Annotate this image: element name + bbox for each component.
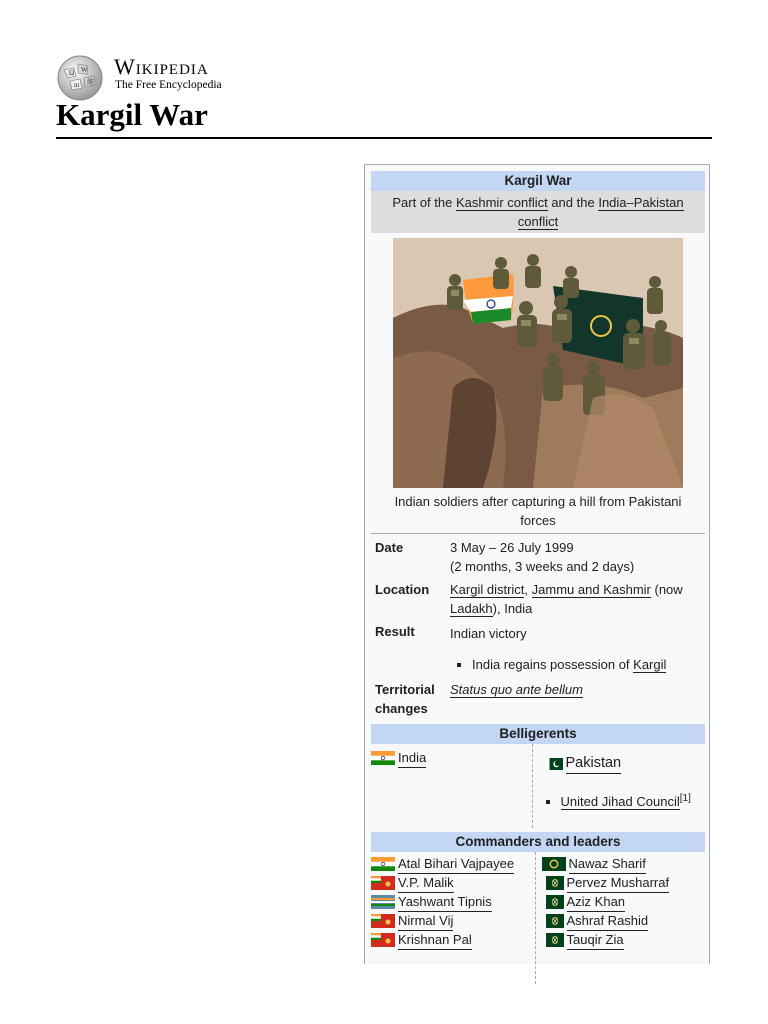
commander-row [542, 892, 706, 911]
belligerents-section [371, 744, 705, 828]
infobox [364, 164, 710, 964]
result-row [371, 622, 705, 674]
belligerents-header: Belligerents [371, 724, 705, 744]
commander-link[interactable]: Nirmal Vij [398, 911, 453, 931]
belligerent-left [371, 744, 533, 828]
location-row [371, 580, 705, 618]
commander-link[interactable]: Atal Bihari Vajpayee [398, 854, 514, 874]
jammu-kashmir-link[interactable]: Jammu and Kashmir [531, 582, 651, 597]
india-link[interactable]: India [398, 748, 426, 768]
svg-text:ш: ш [74, 81, 80, 89]
belligerent-right-list [545, 789, 706, 811]
svg-text:W: W [81, 66, 88, 74]
india-flag-icon [371, 751, 395, 765]
list-item [561, 789, 706, 811]
united-jihad-council-link[interactable]: United Jihad Council [560, 794, 680, 810]
commander-row [542, 873, 706, 892]
commander-row [542, 930, 706, 949]
subtitle-middle: and the [547, 195, 599, 210]
wordmark-text: Wikipedia [114, 54, 209, 79]
commander-link[interactable]: Yashwant Tipnis [398, 892, 492, 912]
commander-row [371, 930, 535, 949]
commander-row [371, 873, 535, 892]
commander-row [371, 911, 535, 930]
svg-text:Ω: Ω [69, 69, 75, 77]
kargil-district-link[interactable]: Kargil district [450, 582, 525, 597]
territorial-value [450, 680, 705, 718]
indian-army-flag-icon [371, 933, 395, 947]
kargil-link[interactable]: Kargil [633, 657, 667, 672]
date-range: 3 May – 26 July 1999 [450, 540, 574, 555]
infobox-photo[interactable] [393, 238, 683, 488]
result-bullet-text: India regains possession of [472, 657, 634, 672]
result-value [450, 622, 705, 674]
commander-row [542, 854, 706, 873]
commander-link[interactable]: Nawaz Sharif [569, 854, 646, 874]
commander-link[interactable]: Pervez Musharraf [567, 873, 670, 893]
commander-link[interactable]: Tauqir Zia [567, 930, 624, 950]
result-text: Indian victory [450, 626, 527, 641]
indian-air-force-flag-icon [371, 895, 395, 909]
date-label: Date [375, 540, 404, 555]
title-divider [56, 137, 712, 139]
location-end: ), India [492, 601, 533, 616]
infobox-title: Kargil War [371, 171, 705, 191]
commander-row [371, 854, 535, 873]
commanders-header: Commanders and leaders [371, 832, 705, 852]
result-label: Result [375, 624, 415, 639]
svg-text:維: 維 [87, 78, 94, 86]
subtitle-prefix: Part of the [392, 195, 456, 210]
date-row [371, 538, 705, 576]
indian-army-flag-icon [371, 914, 395, 928]
photo-caption: Indian soldiers after capturing a hill from Pakistani forces [371, 488, 705, 534]
result-list [450, 655, 705, 674]
commander-link[interactable]: Krishnan Pal [398, 930, 472, 950]
wikipedia-globe-icon[interactable] [56, 54, 104, 102]
infobox-subtitle [371, 191, 705, 233]
ladakh-link[interactable]: Ladakh [450, 601, 493, 616]
belligerent-india [371, 748, 532, 767]
pakistan-army-flag-icon [546, 914, 564, 928]
pakistan-army-flag-icon [546, 933, 564, 947]
location-label: Location [375, 582, 430, 597]
location-mid: (now [650, 582, 683, 597]
pakistan-flag-icon [545, 758, 563, 770]
belligerent-pakistan [545, 754, 706, 773]
date-value [450, 538, 705, 576]
wikipedia-wordmark[interactable] [114, 56, 222, 92]
commander-row [371, 892, 535, 911]
reference-link[interactable]: [1] [679, 793, 691, 804]
page-title: Kargil War [56, 97, 208, 132]
commanders-section [371, 852, 705, 984]
commander-link[interactable]: Aziz Khan [567, 892, 626, 912]
pakistan-army-flag-icon [546, 895, 564, 909]
date-duration: (2 months, 3 weeks and 2 days) [450, 559, 635, 574]
indian-army-flag-icon [371, 876, 395, 890]
kashmir-conflict-link[interactable]: Kashmir conflict [455, 195, 548, 210]
commander-link[interactable]: V.P. Malik [398, 873, 454, 893]
location-value [450, 580, 705, 618]
india-flag-icon [371, 857, 395, 871]
belligerent-right [533, 744, 706, 828]
location-sep: , [524, 582, 532, 597]
commanders-right [536, 852, 706, 984]
territorial-row [371, 680, 705, 718]
pakistan-pm-flag-icon [542, 857, 566, 871]
india-pakistan-conflict-link[interactable]: India–Pakistan conflict [517, 195, 684, 229]
pakistan-link[interactable]: Pakistan [566, 754, 622, 774]
tagline: The Free Encyclopedia [115, 79, 222, 91]
list-item [472, 655, 705, 674]
commander-link[interactable]: Ashraf Rashid [567, 911, 649, 931]
commander-row [542, 911, 706, 930]
pakistan-army-flag-icon [546, 876, 564, 890]
status-quo-link[interactable]: Status quo ante bellum [450, 682, 583, 697]
commanders-left [371, 852, 536, 984]
territorial-label: Territorial changes [375, 682, 435, 716]
